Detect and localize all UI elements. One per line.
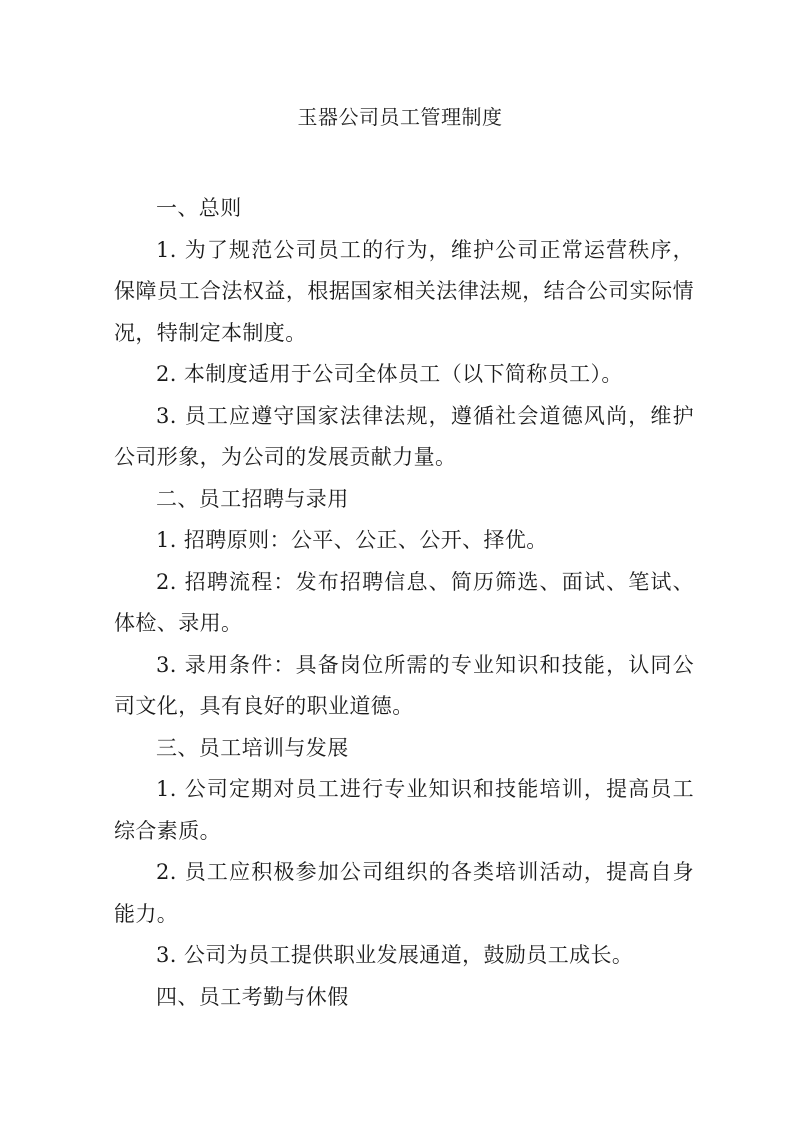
paragraph: 2. 本制度适用于公司全体员工（以下简称员工）。 bbox=[156, 362, 623, 386]
section-heading-recruitment: 二、员工招聘与录用 bbox=[156, 486, 349, 511]
document-body bbox=[114, 188, 694, 1018]
section-heading-general: 一、总则 bbox=[156, 196, 242, 220]
paragraph: 1. 公司定期对员工进行专业知识和技能培训，提高员工综合素质。 bbox=[114, 777, 694, 843]
document-title: 玉器公司员工管理制度 bbox=[297, 105, 503, 129]
paragraph: 1. 招聘原则：公平、公正、公开、择优。 bbox=[156, 528, 548, 552]
paragraph: 3. 员工应遵守国家法律法规，遵循社会道德风尚，维护公司形象，为公司的发展贡献力量。 bbox=[114, 403, 694, 469]
paragraph: 2. 招聘流程：发布招聘信息、简历筛选、面试、笔试、体检、录用。 bbox=[114, 569, 694, 635]
paragraph: 3. 录用条件：具备岗位所需的专业知识和技能，认同公司文化，具有良好的职业道德。 bbox=[114, 652, 694, 718]
paragraph: 1. 为了规范公司员工的行为，维护公司正常运营秩序，保障员工合法权益，根据国家相关法律法规，结合公司实际情况，特制定本制度。 bbox=[114, 237, 694, 345]
paragraph: 3. 公司为员工提供职业发展通道，鼓励员工成长。 bbox=[156, 943, 634, 967]
section-heading-attendance: 四、员工考勤与休假 bbox=[156, 984, 349, 1009]
paragraph: 2. 员工应积极参加公司组织的各类培训活动，提高自身能力。 bbox=[114, 860, 694, 926]
section-heading-training: 三、员工培训与发展 bbox=[156, 735, 349, 760]
